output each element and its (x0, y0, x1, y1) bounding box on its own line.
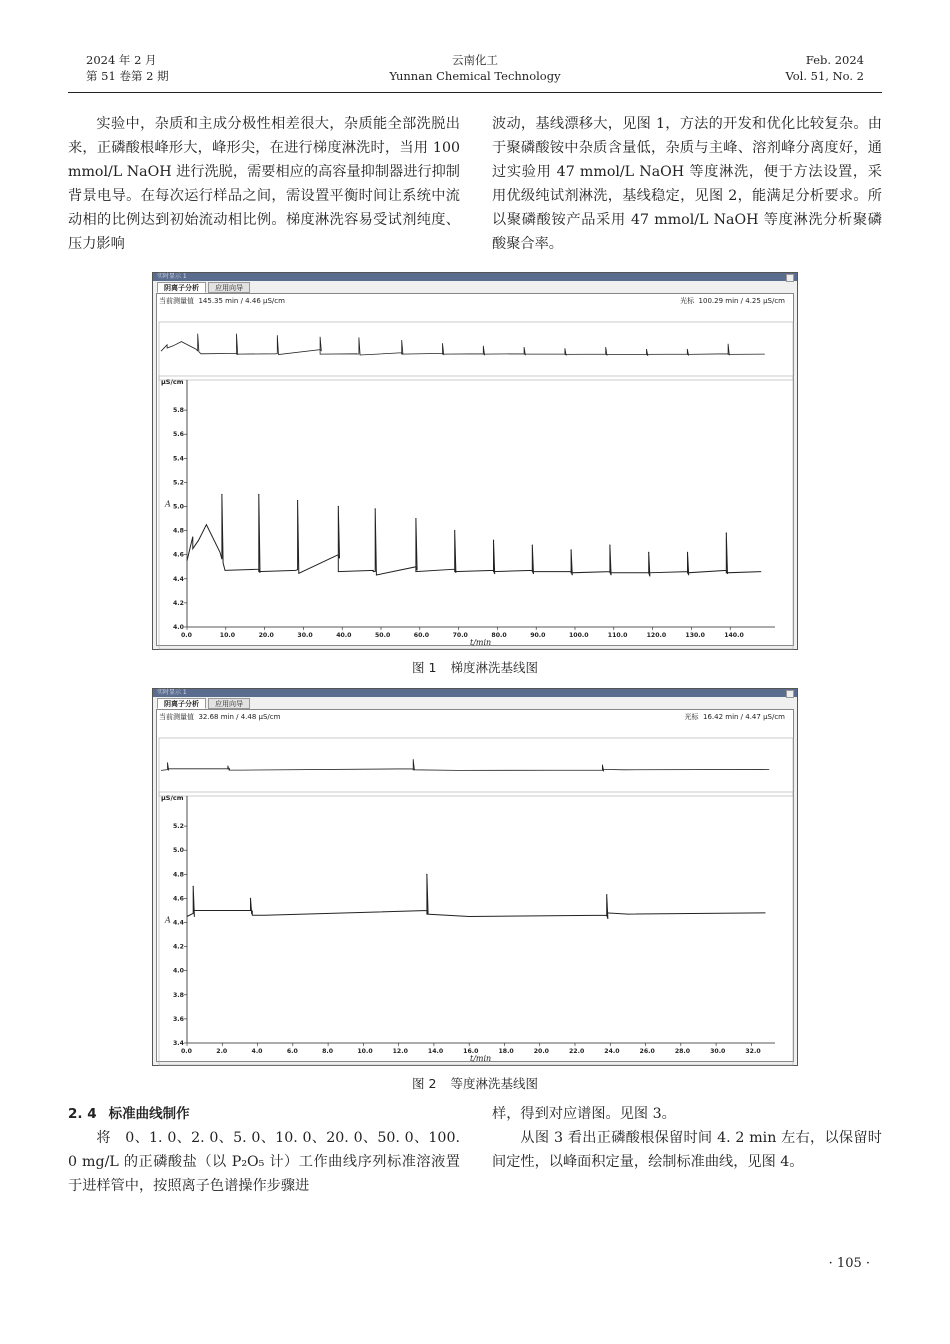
y-unit-label: μS/cm (161, 378, 184, 386)
overview-frame (159, 738, 793, 796)
page-number: · 105 · (828, 1256, 870, 1271)
y-tick-label: 4.6 (173, 895, 184, 903)
tab-application-wizard[interactable]: 应用向导 (208, 698, 250, 709)
chromatogram-trace (187, 874, 766, 919)
overview-frame (159, 322, 793, 380)
y-tick-label: 3.4 (173, 1040, 184, 1047)
current-value-label: 当前测量值 (159, 297, 194, 305)
x-tick-label: 60.0 (413, 632, 430, 639)
x-tick-label: 6.0 (286, 1048, 298, 1055)
close-icon[interactable] (786, 690, 794, 698)
x-tick-label: 130.0 (685, 632, 705, 639)
paragraph: 样，得到对应谱图。见图 3。 (492, 1106, 676, 1122)
y-tick-label: 5.0 (173, 503, 184, 511)
caption-number: 图 1 (412, 660, 437, 675)
y-tick-label: 4.2 (173, 599, 184, 607)
cursor-value: 16.42 min / 4.47 μS/cm (702, 713, 785, 721)
journal-title-en: Yunnan Chemical Technology (389, 69, 561, 83)
tab-anion-analysis[interactable]: 阴离子分析 (157, 698, 206, 709)
y-tick-label: 5.4 (173, 455, 184, 463)
chromatogram-chart (157, 294, 795, 646)
x-tick-label: 18.0 (498, 1048, 514, 1055)
section-number: 2. 4 (68, 1106, 97, 1122)
peak-point (415, 518, 416, 519)
x-tick-label: 50.0 (375, 632, 391, 639)
x-tick-label: 12.0 (392, 1048, 408, 1055)
section-title: 标准曲线制作 (108, 1106, 190, 1122)
peak-point (454, 530, 455, 531)
peak-point (493, 540, 494, 541)
header-volume-en: Vol. 51, No. 2 (785, 69, 864, 83)
chromatogram-trace (187, 495, 761, 577)
window-titlebar (153, 273, 797, 281)
peak-point (193, 886, 194, 887)
overview-trace (161, 334, 765, 356)
y-tick-label: 4.0 (173, 967, 184, 975)
y-tick-label: 5.8 (173, 407, 184, 415)
section-heading (68, 1102, 460, 1126)
journal-title-cn: 云南化工 (452, 53, 498, 67)
paragraph: 从图 3 看出正磷酸根保留时间 4. 2 min 左右，以保留时间定性，以峰面积定量，绘制标准曲线，见图 4。 (492, 1130, 882, 1170)
paragraph: 将 0、1. 0、2. 0、5. 0、10. 0、20. 0、50. 0、100. 0 mg/L 的正磷酸盐（以 P₂O₅ 计）工作曲线序列标准溶液置于进样管中，按照离子色谱操作步骤进 (68, 1130, 460, 1194)
y-tick-label: 4.2 (173, 943, 184, 951)
main-plot-frame (159, 376, 793, 649)
header-volume: 第 51 卷第 2 期 (86, 69, 169, 83)
x-tick-label: 20.0 (258, 632, 274, 639)
tab-bar (157, 282, 250, 293)
x-tick-label: 70.0 (452, 632, 468, 639)
tab-application-wizard[interactable]: 应用向导 (208, 282, 250, 293)
peak-point (250, 898, 251, 899)
figure-1-screenshot (152, 272, 798, 650)
peak-point (687, 552, 688, 553)
x-tick-label: 140.0 (724, 632, 744, 639)
y-axis-label: A (165, 499, 171, 509)
peak-point (258, 494, 259, 495)
header-date-en: Feb. 2024 (805, 53, 864, 67)
peak-point (571, 549, 572, 550)
x-axis-label: t/min (470, 638, 492, 647)
x-tick-label: 32.0 (745, 1048, 761, 1055)
peak-point (609, 544, 610, 545)
x-tick-label: 90.0 (530, 632, 546, 639)
figure-2-caption (0, 1074, 950, 1092)
peak-point (726, 532, 727, 533)
header-date: 2024 年 2 月 (86, 53, 157, 67)
y-tick-label: 3.8 (173, 991, 184, 999)
y-tick-label: 4.8 (173, 871, 184, 879)
x-tick-label: 40.0 (336, 632, 352, 639)
caption-number: 图 2 (412, 1076, 437, 1091)
x-tick-label: 20.0 (533, 1048, 550, 1055)
x-tick-label: 4.0 (251, 1048, 263, 1055)
x-tick-label: 120.0 (646, 632, 667, 639)
header-rule (68, 92, 882, 93)
peak-point (606, 894, 607, 895)
y-tick-label: 4.6 (173, 551, 184, 559)
x-axis-label: t/min (470, 1054, 492, 1063)
y-tick-label: 3.6 (173, 1015, 184, 1023)
window-title: 实时显示 1 (157, 273, 187, 280)
cursor-label: 光标 (680, 297, 695, 305)
y-tick-label: 5.6 (173, 431, 184, 439)
x-tick-label: 14.0 (427, 1048, 444, 1055)
window-title: 实时显示 1 (157, 689, 187, 696)
x-tick-label: 0.0 (181, 1048, 192, 1055)
body-right-column (492, 112, 882, 256)
figure-1-caption (0, 658, 950, 676)
peak-point (297, 500, 298, 501)
chart-panel (156, 709, 794, 1062)
x-tick-label: 0.0 (181, 632, 192, 639)
section-right-column (492, 1102, 882, 1174)
x-tick-label: 100.0 (569, 632, 589, 639)
y-tick-label: 5.2 (173, 823, 184, 831)
tab-anion-analysis[interactable]: 阴离子分析 (157, 282, 206, 293)
body-left-column (68, 112, 460, 256)
y-tick-label: 4.4 (173, 575, 184, 583)
y-tick-label: 5.2 (173, 479, 184, 487)
chart-panel (156, 293, 794, 646)
peak-point (375, 508, 376, 509)
y-tick-label: 4.4 (173, 919, 184, 927)
peak-point (648, 552, 649, 553)
x-tick-label: 8.0 (322, 1048, 334, 1055)
cursor-label: 光标 (684, 713, 699, 721)
peak-point (532, 544, 533, 545)
x-tick-label: 26.0 (639, 1048, 655, 1055)
current-value: 32.68 min / 4.48 μS/cm (198, 713, 281, 721)
close-icon[interactable] (786, 274, 794, 282)
x-tick-label: 2.0 (216, 1048, 228, 1055)
peak-point (426, 874, 427, 875)
y-tick-label: 5.0 (173, 847, 184, 855)
tab-bar (157, 698, 250, 709)
paragraph: 波动，基线漂移大，见图 1，方法的开发和优化比较复杂。由于聚磷酸铵中杂质含量低，杂质与主峰、溶剂峰分离度好，通过实验用 47 mmol/L NaOH 等度淋洗，便于方法设置，采用优级纯试剂淋洗，基线稳定，见图 2，能满足分析要求。所以聚磷酸铵产品采用 47 mmol/L NaOH 等度淋洗分析聚磷酸聚合率。 (492, 116, 882, 252)
section-left-column (68, 1102, 460, 1198)
cursor-value: 100.29 min / 4.25 μS/cm (698, 297, 785, 305)
y-tick-label: 4.8 (173, 527, 184, 535)
x-tick-label: 110.0 (607, 632, 628, 639)
overview-trace (161, 759, 769, 771)
x-tick-label: 22.0 (569, 1048, 585, 1055)
figure-2-screenshot (152, 688, 798, 1066)
journal-date-volume-en (785, 52, 864, 84)
x-tick-label: 80.0 (491, 632, 507, 639)
caption-text: 梯度淋洗基线图 (450, 660, 538, 675)
x-tick-label: 24.0 (604, 1048, 620, 1055)
current-value: 145.35 min / 4.46 μS/cm (198, 297, 285, 305)
x-tick-label: 30.0 (297, 632, 313, 639)
main-plot-frame (159, 792, 793, 1065)
y-axis-label: A (165, 915, 171, 925)
x-tick-label: 28.0 (674, 1048, 691, 1055)
current-value-label: 当前测量值 (159, 713, 194, 721)
x-tick-label: 30.0 (710, 1048, 726, 1055)
x-tick-label: 10.0 (357, 1048, 373, 1055)
window-titlebar (153, 689, 797, 697)
x-tick-label: 16.0 (463, 1048, 479, 1055)
paragraph: 实验中，杂质和主成分极性相差很大，杂质能全部洗脱出来，正磷酸根峰形大，峰形尖，在进行梯度淋洗时，当用 100 mmol/L NaOH 进行洗脱，需要相应的高容量抑制器进行抑制背景电导。在每次运行样品之间，需设置平衡时间让系统中流动相的比例达到初始流动相比例。梯度淋洗容易受试剂纯度、压力影响 (68, 116, 460, 252)
peak-point (338, 506, 339, 507)
chromatogram-chart (157, 710, 795, 1062)
y-tick-label: 4.0 (173, 624, 184, 631)
y-unit-label: μS/cm (161, 794, 184, 802)
caption-text: 等度淋洗基线图 (450, 1076, 538, 1091)
peak-point (221, 494, 222, 495)
x-tick-label: 10.0 (219, 632, 236, 639)
